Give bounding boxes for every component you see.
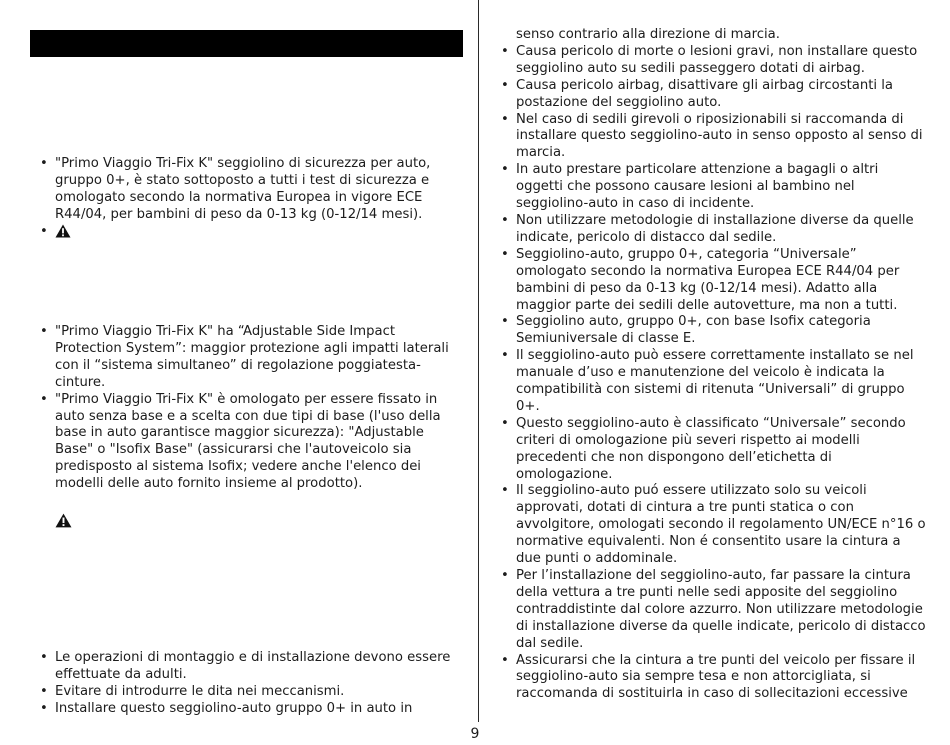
warning-triangle-icon [55,513,72,528]
list-item: • Installare questo seggiolino-auto gruppo 0+ in auto in [40,701,465,718]
list-item: • In auto prestare particolare attenzione a bagagli o altri oggetti che possono causare lesioni al bambino nel seggiolino-auto in caso di incidente. [501,162,926,213]
list-item: • "Primo Viaggio Tri-Fix K" seggiolino di sicurezza per auto, gruppo 0+, è stato sottoposto a tutti i test di sicurezza e omologato secondo la normativa Europea in vigore ECE R44/04, per bambini di peso da 0-13 kg (0-12/14 mesi). [40,156,465,224]
left-block-1 [40,156,465,238]
list-item: • Le operazioni di montaggio e di installazione devono essere effettuate da adulti. [40,650,465,684]
warning-triangle-icon [55,224,71,238]
list-item: • Causa pericolo di morte o lesioni gravi, non installare questo seggiolino auto su sedili passeggero dotati di airbag. [501,44,926,78]
left-block-3 [40,650,465,718]
list-item: • Seggiolino-auto, gruppo 0+, categoria “Universale” omologato secondo la normativa Europea ECE R44/04 per bambini di peso da 0-13 kg (0-12/14 mesi). Adatto alla maggior parte dei sedili delle autovetture, ma non a tutti. [501,247,926,315]
list-item: • Seggiolino auto, gruppo 0+, con base Isofix categoria Semiuniversale di classe E. [501,314,926,348]
list-item: • Per l’installazione del seggiolino-auto, far passare la cintura della vettura a tre punti nelle sedi apposite del seggiolino contraddistinte dal colore azzurro. Non utilizzare metodologie di installazione diverse da quelle indicate, pericolo di distacco dal sedile. [501,568,926,653]
warning-bullet [40,224,465,238]
list-item: • "Primo Viaggio Tri-Fix K" è omologato per essere fissato in auto senza base e a scelta con due tipi di base (l'uso della base in auto garantisce maggior sicurezza): "Adjustable Base" o "Isofix Base" (assicurarsi che l'autoveicolo sia predisposto al sistema Isofix; vedere anche l'elenco dei modelli delle auto fornito insieme al prodotto). [40,392,465,493]
list-item: • Questo seggiolino-auto è classificato “Universale” secondo criteri di omologazione più severi rispetto ai modelli precedenti che non dispongono dell’etichetta di omologazione. [501,416,926,484]
list-item: • Evitare di introdurre le dita nei meccanismi. [40,684,465,701]
left-block-2 [40,324,465,493]
column-divider [478,0,479,722]
list-item-continuation: senso contrario alla direzione di marcia. [516,27,780,42]
list-item: • Il seggiolino-auto puó essere utilizzato solo su veicoli approvati, dotati di cintura a tre punti statica o con avvolgitore, omologati secondo il regolamento UN/ECE n°16 o normative equivalenti. Non é consentito usare la cintura a due punti o addominale. [501,483,926,568]
right-column [501,27,926,703]
page-number: 9 [470,726,480,742]
list-item: • "Primo Viaggio Tri-Fix K" ha “Adjustable Side Impact Protection System”: maggior protezione agli impatti laterali con il “sistema simultaneo” di regolazione poggiatesta-cinture. [40,324,465,392]
list-item: • Nel caso di sedili girevoli o riposizionabili si raccomanda di installare questo seggiolino-auto in senso opposto al senso di marcia. [501,112,926,163]
list-item: • Causa pericolo airbag, disattivare gli airbag circostanti la postazione del seggiolino auto. [501,78,926,112]
list-item: • Il seggiolino-auto può essere correttamente installato se nel manuale d’uso e manutenzione del veicolo è indicata la compatibilità con sistemi di ritenuta “Universali” di gruppo 0+. [501,348,926,416]
header-bar [30,30,463,57]
list-item: • Non utilizzare metodologie di installazione diverse da quelle indicate, pericolo di distacco dal sedile. [501,213,926,247]
list-item: • Assicurarsi che la cintura a tre punti del veicolo per fissare il seggiolino-auto sia sempre tesa e non attorcigliata, si raccomanda di sostituirla in caso di sollecitazioni eccessive [501,653,926,704]
